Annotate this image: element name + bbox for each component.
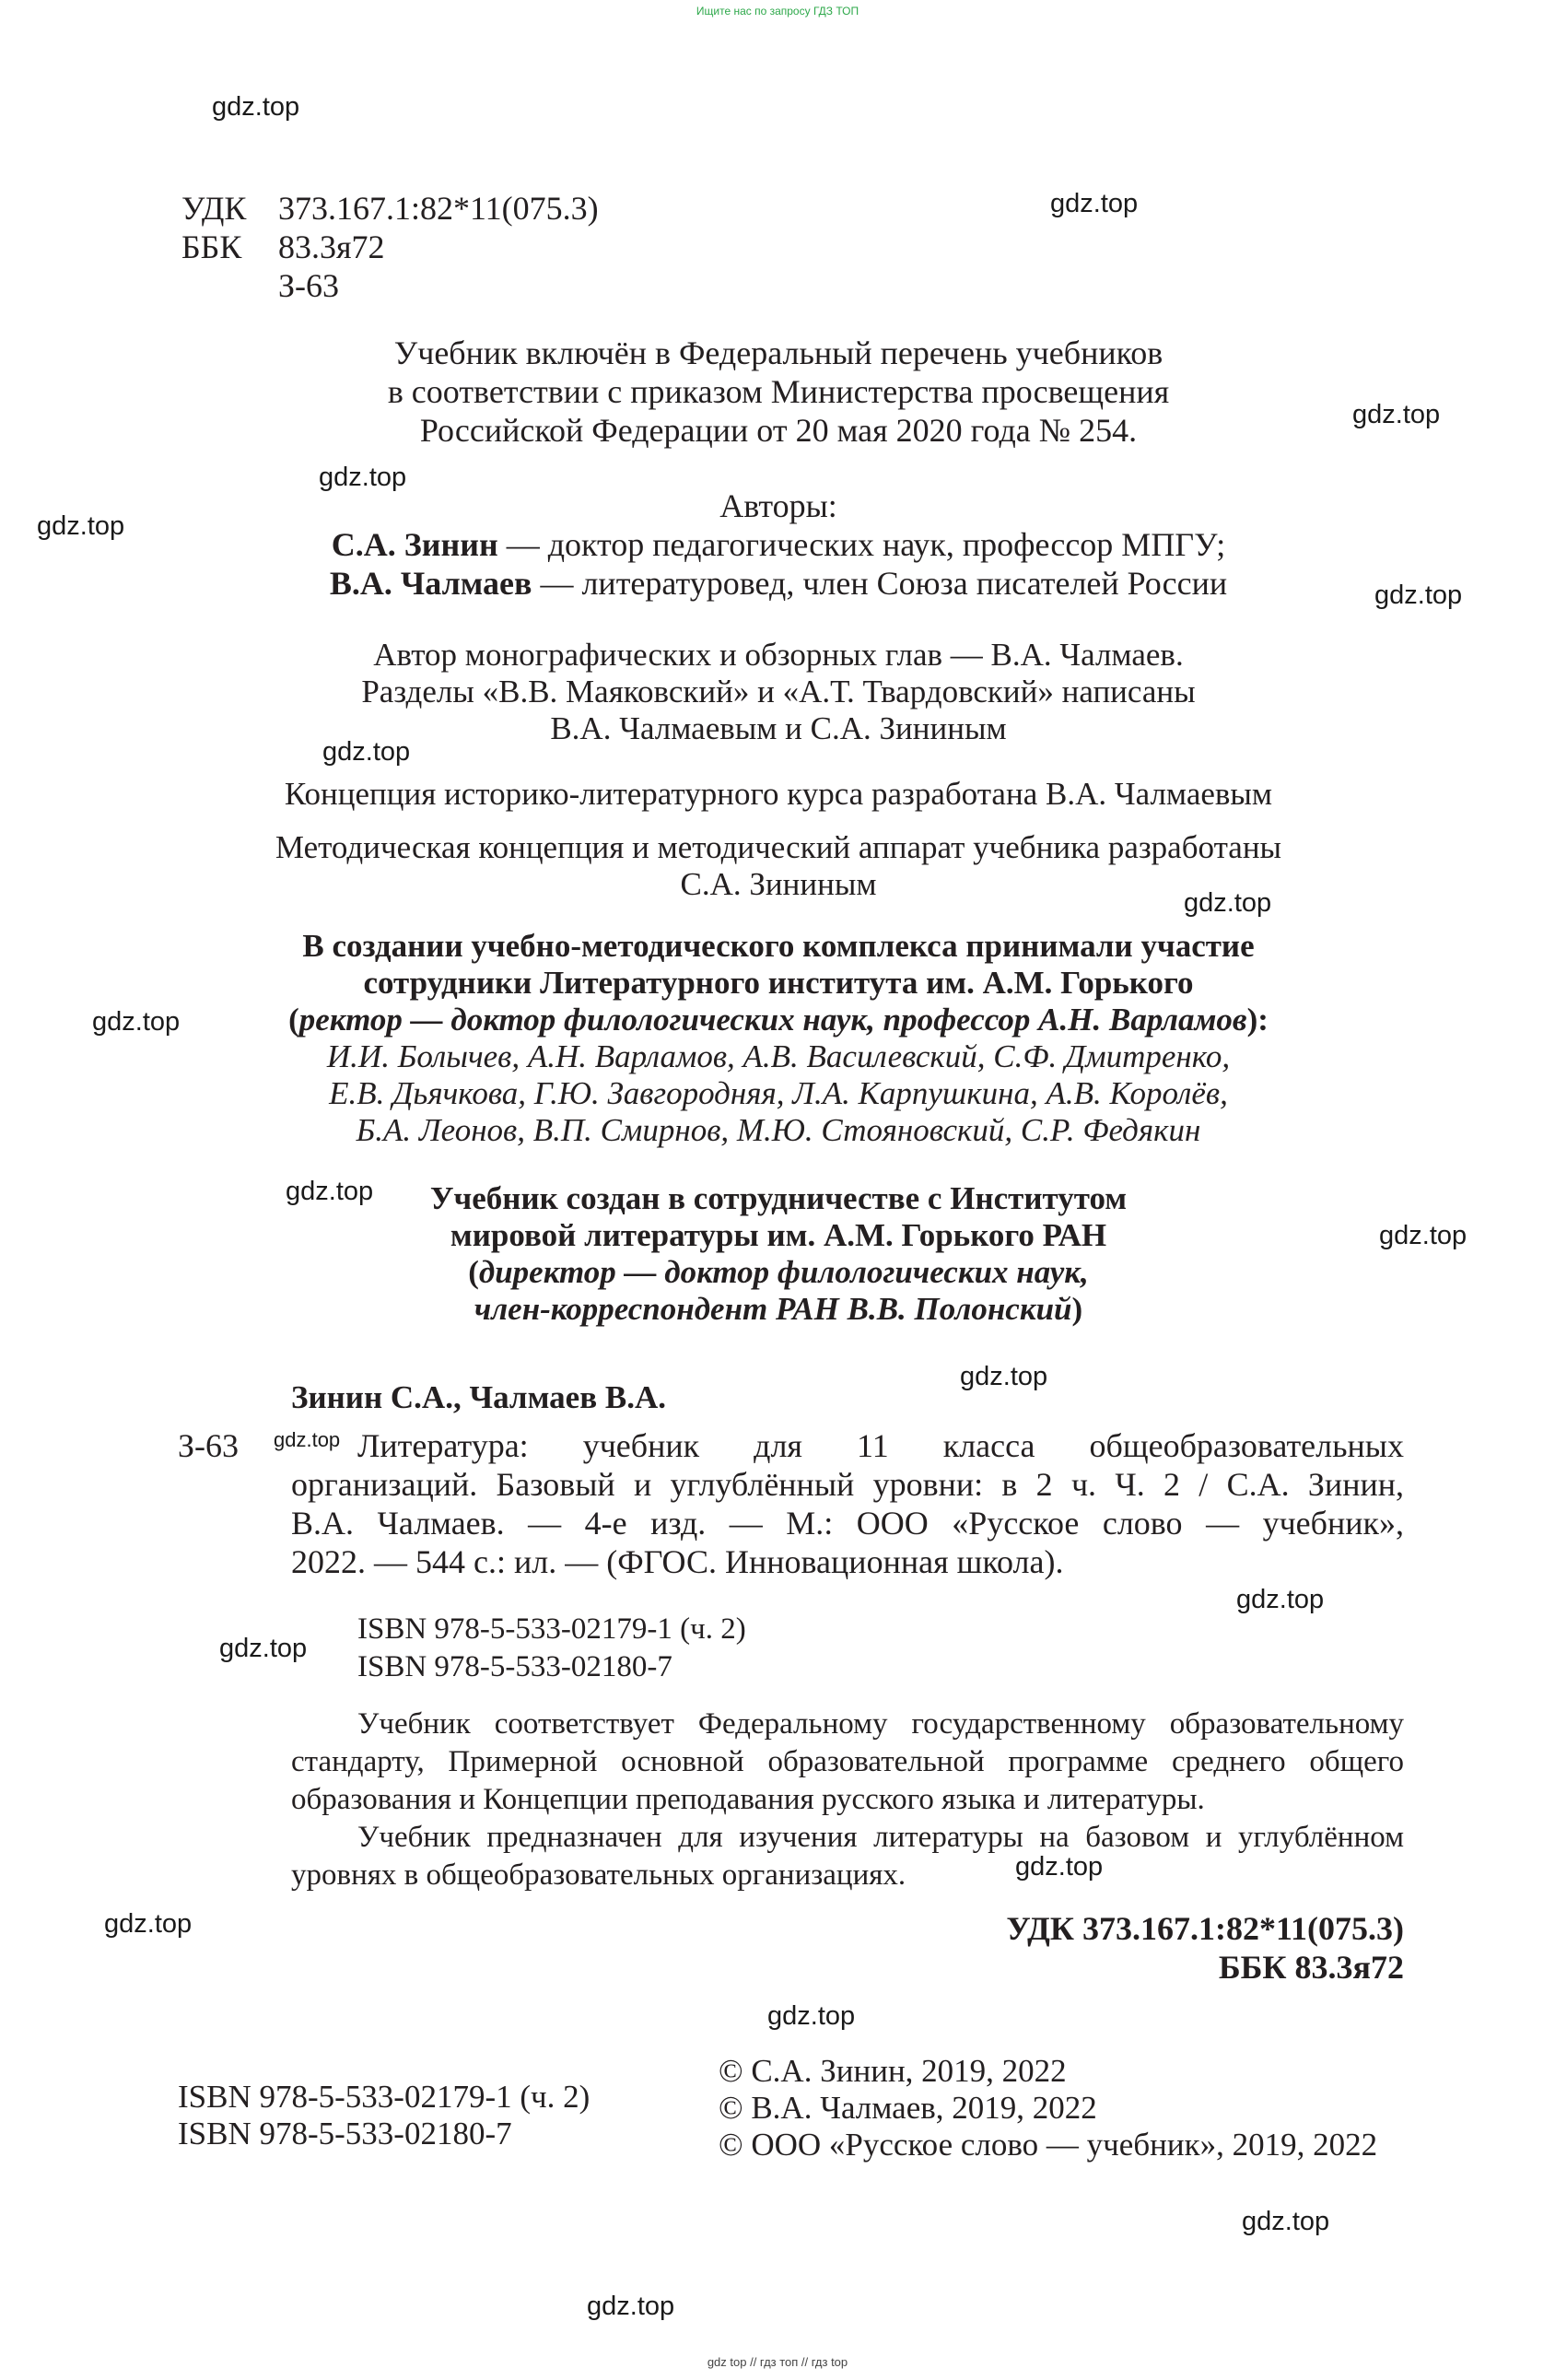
- biblio-code: З-63: [178, 1427, 240, 1464]
- watermark: gdz.top: [1015, 1852, 1104, 1882]
- watermark: gdz.top: [1242, 2207, 1330, 2236]
- author-name: В.А. Чалмаев: [329, 565, 532, 602]
- watermark: gdz.top: [1050, 189, 1139, 218]
- book-code: З-63: [278, 267, 340, 304]
- bbk-value: 83.3я72: [278, 229, 385, 265]
- method-note: Методическая концепция и методический аппарат учебника разработаны С.А. Зининым: [275, 829, 1282, 902]
- watermark: gdz.top: [767, 2001, 856, 2031]
- watermark: gdz.top: [1379, 1221, 1467, 1250]
- member-line: И.И. Болычев, А.Н. Варламов, А.В. Василевский, С.Ф. Дмитренко,: [326, 1038, 1231, 1074]
- biblio-authors: Зинин С.А., Чалмаев В.А.: [291, 1379, 666, 1415]
- watermark: gdz.top: [92, 1007, 181, 1037]
- member-line: Е.В. Дьячкова, Г.Ю. Завгородняя, Л.А. Карпушкина, А.В. Королёв,: [329, 1075, 1228, 1111]
- copyright-lines: © С.А. Зинин, 2019, 2022 © В.А. Чалмаев, 2019, 2022 © ООО «Русское слово — учебник», 2019, 2022: [719, 2053, 1378, 2163]
- chapters-note: Автор монографических и обзорных глав — В.А. Чалмаев. Разделы «В.В. Маяковский» и «А.Т. Твардовский» написаны В.А. Чалмаевым и С.А. Зининым: [361, 637, 1196, 746]
- watermark: gdz.top: [1184, 888, 1272, 918]
- watermark: gdz.top: [212, 92, 300, 122]
- watermark: gdz.top: [587, 2292, 675, 2321]
- annotation: Учебник соответствует Федеральному государственному образовательному стандарту, Примерной основной образовательной программе среднего общего образования и Концепции преподавания русского языка и литературы. Учебник предназначен для изучения литературы на базовом и углублённом уровнях в общеобразовательных организациях.: [291, 1707, 1404, 1892]
- copyright-isbn: ISBN 978-5-533-02179-1 (ч. 2) ISBN 978-5-533-02180-7: [178, 2079, 590, 2151]
- watermark: gdz.top: [1236, 1585, 1325, 1614]
- author-name: С.А. Зинин: [331, 526, 498, 563]
- member-line: Б.А. Леонов, В.П. Смирнов, М.Ю. Стояновский, С.Р. Федякин: [356, 1112, 1201, 1148]
- federal-list-note: Учебник включён в Федеральный перечень учебников в соответствии с приказом Министерства просвещения Российской Федерации от 20 мая 2020 года № 254.: [387, 334, 1170, 449]
- bbk-label: ББК: [181, 229, 242, 265]
- institute-block: В создании учебно-методического комплекса принимали участие сотрудники Литературного института им. А.М. Горького (ректор — доктор филологических наук, профессор А.Н. Варламов): И.И. Болычев, А.Н. Варламов, А.В. Василевский, С.Ф. Дмитренко, Е.В. Дьячкова, Г.Ю. Завгородняя, Л.А. Карпушкина, А.В. Королёв, Б.А. Леонов, В.П. Смирнов, М.Ю. Стояновский, С.Р. Федякин: [184, 928, 1373, 1149]
- authors-block: Авторы: С.А. Зинин — доктор педагогических наук, профессор МПГУ; В.А. Чалмаев — литературовед, член Союза писателей России: [230, 487, 1327, 603]
- rector-line: ректор — доктор филологических наук, профессор А.Н. Варламов: [298, 1002, 1247, 1038]
- footer-codes: УДК 373.167.1:82*11(075.3) ББК 83.3я72: [1006, 1910, 1404, 1986]
- biblio-description: Литература: учебник для 11 класса общеобразовательных организаций. Базовый и углублённый уровни: в 2 ч. Ч. 2 / С.А. Зинин, В.А. Чалмаев. — 4-е изд. — М.: ООО «Русское слово — учебник», 2022. — 544 с.: ил. — (ФГОС. Инновационная школа).: [291, 1427, 1404, 1580]
- watermark: gdz.top: [319, 463, 407, 492]
- concept-note: Концепция историко-литературного курса разработана В.А. Чалмаевым: [284, 776, 1273, 812]
- watermark: gdz.top: [104, 1909, 193, 1939]
- watermark: gdz.top: [37, 511, 125, 541]
- authors-heading: Авторы:: [719, 487, 837, 524]
- header-codes: [181, 189, 599, 305]
- watermark: gdz.top: [274, 1428, 341, 1451]
- bottom-note: gdz top // гдз топ // гдз top: [707, 2355, 848, 2369]
- biblio-isbn: ISBN 978-5-533-02179-1 (ч. 2) ISBN 978-5-533-02180-7: [357, 1612, 746, 1683]
- watermark: gdz.top: [1374, 580, 1463, 610]
- udk-value: 373.167.1:82*11(075.3): [278, 190, 599, 227]
- watermark: gdz.top: [1352, 400, 1441, 429]
- watermark: gdz.top: [286, 1177, 374, 1206]
- watermark: gdz.top: [322, 737, 411, 767]
- watermark: gdz.top: [960, 1362, 1048, 1391]
- top-note: Ищите нас по запросу ГДЗ ТОП: [696, 5, 859, 18]
- udk-label: УДК: [181, 190, 247, 227]
- ran-block: Учебник создан в сотрудничестве с Институтом мировой литературы им. А.М. Горького РАН (директор — доктор филологических наук, член-корреспондент РАН В.В. Полонский): [429, 1180, 1128, 1327]
- watermark: gdz.top: [219, 1634, 308, 1663]
